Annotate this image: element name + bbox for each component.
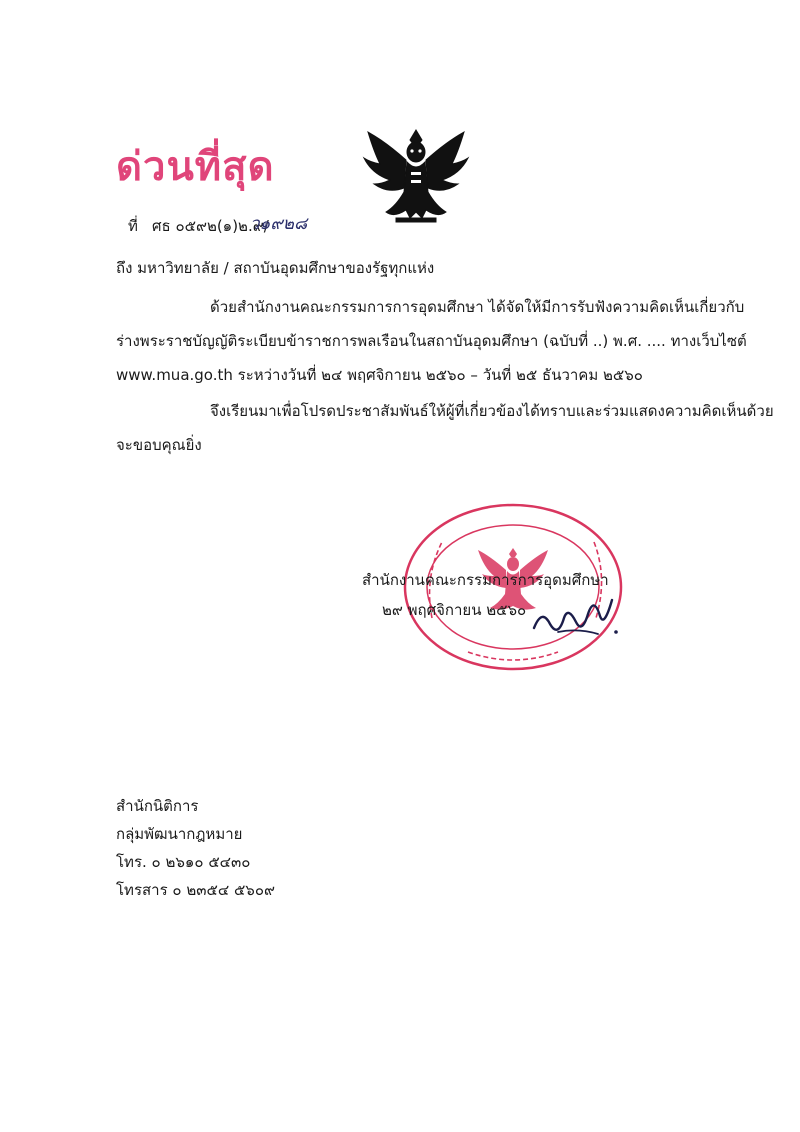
reference-handwritten: ว๑๙๒๘ xyxy=(250,214,308,234)
contact-phone: โทร. ๐ ๒๖๑๐ ๕๔๓๐ xyxy=(116,853,251,871)
body-paragraph-1 xyxy=(116,290,747,392)
reference-label: ที่ xyxy=(128,217,138,235)
signature-date: ๒๙ พฤศจิกายน ๒๕๖๐ xyxy=(382,601,527,619)
body-line: จึงเรียนมาเพื่อโปรดประชาสัมพันธ์ให้ผู้ที่เกี่ยวข้องได้ทราบและร่วมแสดงความคิดเห็นด้วย xyxy=(210,402,774,420)
urgency-stamp: ด่วนที่สุด xyxy=(116,143,275,190)
recipient-line: ถึง มหาวิทยาลัย / สถาบันอุดมศึกษาของรัฐทุกแห่ง xyxy=(116,259,435,277)
body-line: ด้วยสำนักงานคณะกรรมการการอุดมศึกษา ได้จัดให้มีการรับฟังความคิดเห็นเกี่ยวกับ xyxy=(210,298,745,316)
body-paragraph-2 xyxy=(116,394,774,462)
reference-number: ศธ ๐๕๙๒(๑)๒.๙/ xyxy=(152,217,269,235)
contact-fax: โทรสาร ๐ ๒๓๕๔ ๕๖๐๙ xyxy=(116,881,275,899)
body-line: จะขอบคุณยิ่ง xyxy=(116,436,202,454)
garuda-emblem xyxy=(356,122,476,234)
contact-office: สำนักนิติการ xyxy=(116,797,199,815)
body-line: www.mua.go.th ระหว่างวันที่ ๒๔ พฤศจิกายน ๒๕๖๐ – วันที่ ๒๕ ธันวาคม ๒๕๖๐ xyxy=(116,366,643,384)
body-line: ร่างพระราชบัญญัติระเบียบข้าราชการพลเรือนในสถาบันอุดมศึกษา (ฉบับที่ ..) พ.ศ. .... ทางเว็บไซต์ xyxy=(116,332,747,350)
handwritten-signature xyxy=(528,588,620,642)
contact-division: กลุ่มพัฒนากฎหมาย xyxy=(116,825,243,843)
sender-organization: สำนักงานคณะกรรมการการอุดมศึกษา xyxy=(362,571,609,589)
